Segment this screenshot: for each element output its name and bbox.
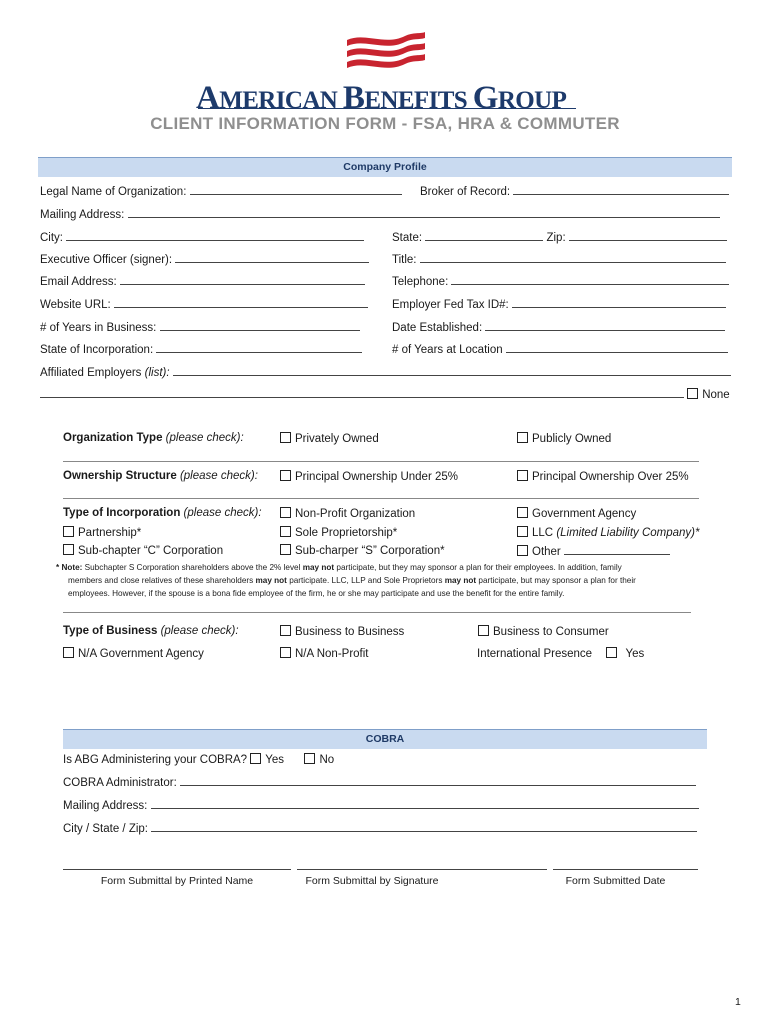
legal-name-row: [40, 184, 402, 198]
intl-yes-checkbox[interactable]: [606, 647, 617, 658]
cobra-admin-row: [63, 775, 696, 789]
intl-presence-row: [477, 647, 644, 660]
date-caption: Form Submitted Date: [565, 875, 666, 887]
cobra-city-label: City / State / Zip:: [63, 823, 148, 835]
other-option[interactable]: Other: [517, 544, 670, 558]
na-gov-option[interactable]: N/A Government Agency: [63, 647, 204, 660]
cobra-header: COBRA: [63, 729, 707, 749]
publicly-owned-option[interactable]: Publicly Owned: [517, 432, 611, 445]
cobra-admin-label: COBRA Administrator:: [63, 777, 177, 789]
affiliated-row: [40, 365, 731, 379]
telephone-label: Telephone:: [392, 276, 449, 288]
sole-prop-option[interactable]: Sole Proprietorship*: [280, 526, 397, 539]
partnership-option[interactable]: Partnership*: [63, 526, 141, 539]
gov-agency-checkbox[interactable]: [517, 507, 528, 518]
state-zip-row: [392, 230, 727, 244]
tax-id-label: Employer Fed Tax ID#:: [392, 299, 509, 311]
affiliated-row-2: [40, 387, 730, 401]
broker-row: [420, 184, 729, 198]
under-25-checkbox[interactable]: [280, 470, 291, 481]
publicly-owned-checkbox[interactable]: [517, 432, 528, 443]
city-label: City:: [40, 232, 63, 244]
other-checkbox[interactable]: [517, 545, 528, 556]
state-inc-label: State of Incorporation:: [40, 344, 154, 356]
website-label: Website URL:: [40, 299, 111, 311]
other-field[interactable]: [564, 544, 670, 555]
city-field[interactable]: [66, 230, 364, 241]
b2b-option[interactable]: Business to Business: [280, 625, 404, 638]
sub-s-option[interactable]: Sub-charper “S” Corporation*: [280, 544, 445, 557]
date-established-field[interactable]: [485, 320, 725, 331]
legal-name-field[interactable]: [190, 184, 402, 195]
cobra-mailing-row: [63, 798, 699, 812]
non-profit-checkbox[interactable]: [280, 507, 291, 518]
sub-c-checkbox[interactable]: [63, 544, 74, 555]
signature-caption: Form Submittal by Signature: [305, 875, 439, 887]
b2c-option[interactable]: Business to Consumer: [478, 625, 609, 638]
date-established-label: Date Established:: [392, 322, 483, 334]
officer-label: Executive Officer (signer):: [40, 254, 173, 266]
mailing-row: [40, 207, 720, 221]
email-label: Email Address:: [40, 276, 117, 288]
sub-s-checkbox[interactable]: [280, 544, 291, 555]
tax-id-row: [392, 297, 726, 311]
form-title: CLIENT INFORMATION FORM - FSA, HRA & COMMUTER: [150, 114, 620, 133]
b2c-checkbox[interactable]: [478, 625, 489, 636]
date-line[interactable]: [553, 869, 698, 870]
city-row: [40, 230, 364, 244]
over-25-checkbox[interactable]: [517, 470, 528, 481]
tax-id-field[interactable]: [512, 297, 726, 308]
divider: [63, 498, 699, 499]
abg-wordmark: AMERICAN BENEFITS GROUP: [196, 80, 567, 116]
na-nonprofit-option[interactable]: N/A Non-Profit: [280, 647, 369, 660]
printed-name-line[interactable]: [63, 869, 291, 870]
affiliated-label: Affiliated Employers: [40, 367, 142, 379]
date-established-row: [392, 320, 725, 334]
incorporation-label: Type of Incorporation (please check):: [63, 507, 262, 519]
broker-field[interactable]: [513, 184, 729, 195]
divider: [63, 461, 699, 462]
title-row: [392, 252, 726, 266]
subchapter-note: * Note: Subchapter S Corporation shareholders above the 2% level may not participate, but they may sponsor a plan for their employees. In addition, family members and close relatives of these shareholders may not participate. LLC, LLP and Sole Proprietors may not participate, but may sponsor a plan for their employees. However, if the spouse is a bona fide employee of the firm, he or she may participate and use the benefit for the entire family.: [56, 563, 636, 598]
cobra-mailing-label: Mailing Address:: [63, 800, 148, 812]
page-number: 1: [735, 996, 741, 1008]
years-location-label: # of Years at Location: [392, 344, 503, 356]
title-label: Title:: [392, 254, 417, 266]
website-row: [40, 297, 368, 311]
business-type-label: Type of Business (please check):: [63, 625, 239, 637]
abg-flag-logo-icon: [345, 32, 427, 78]
llc-option[interactable]: LLC (Limited Liability Company)*: [517, 526, 699, 539]
telephone-row: [392, 274, 729, 288]
partnership-checkbox[interactable]: [63, 526, 74, 537]
cobra-no-checkbox[interactable]: [304, 753, 315, 764]
divider: [63, 612, 691, 613]
b2b-checkbox[interactable]: [280, 625, 291, 636]
affiliated-field-2[interactable]: [40, 387, 684, 398]
title-field[interactable]: [420, 252, 726, 263]
none-label: None: [702, 389, 730, 401]
email-field[interactable]: [120, 274, 365, 285]
na-gov-checkbox[interactable]: [63, 647, 74, 658]
org-type-label: Organization Type (please check):: [63, 432, 244, 444]
years-business-row: [40, 320, 360, 334]
years-location-row: [392, 342, 728, 356]
cobra-yes-label: Yes: [265, 754, 285, 766]
under-25-option[interactable]: Principal Ownership Under 25%: [280, 470, 458, 483]
officer-field[interactable]: [175, 252, 369, 263]
company-profile-header: Company Profile: [38, 157, 732, 177]
state-label: State:: [392, 232, 423, 244]
signature-line[interactable]: [297, 869, 547, 870]
mailing-label: Mailing Address:: [40, 209, 125, 221]
cobra-admin-field[interactable]: [180, 775, 696, 786]
none-checkbox[interactable]: [687, 388, 698, 399]
cobra-mailing-field[interactable]: [151, 798, 699, 809]
printed-name-caption: Form Submittal by Printed Name: [100, 875, 254, 887]
zip-field[interactable]: [569, 230, 727, 241]
cobra-city-field[interactable]: [151, 821, 697, 832]
cobra-city-row: [63, 821, 697, 835]
legal-name-label: Legal Name of Organization:: [40, 186, 187, 198]
over-25-option[interactable]: Principal Ownership Over 25%: [517, 470, 689, 483]
intl-yes-label: Yes: [625, 648, 645, 660]
state-inc-row: [40, 342, 362, 356]
years-business-label: # of Years in Business:: [40, 322, 157, 334]
zip-label: Zip:: [546, 232, 566, 244]
years-location-field[interactable]: [506, 342, 728, 353]
intl-presence-label: International Presence: [477, 648, 593, 660]
privately-owned-checkbox[interactable]: [280, 432, 291, 443]
llc-checkbox[interactable]: [517, 526, 528, 537]
logo-underline: [198, 108, 576, 109]
cobra-question: Is ABG Administering your COBRA?: [63, 754, 248, 766]
na-nonprofit-checkbox[interactable]: [280, 647, 291, 658]
officer-row: [40, 252, 369, 266]
state-field[interactable]: [425, 230, 543, 241]
non-profit-option[interactable]: Non-Profit Organization: [280, 507, 415, 520]
state-inc-field[interactable]: [156, 342, 362, 353]
email-row: [40, 274, 365, 288]
sole-prop-checkbox[interactable]: [280, 526, 291, 537]
telephone-field[interactable]: [451, 274, 729, 285]
broker-label: Broker of Record:: [420, 186, 511, 198]
mailing-field[interactable]: [128, 207, 720, 218]
gov-agency-option[interactable]: Government Agency: [517, 507, 636, 520]
cobra-yes-checkbox[interactable]: [250, 753, 261, 764]
years-business-field[interactable]: [160, 320, 360, 331]
affiliated-field[interactable]: [173, 365, 731, 376]
ownership-label: Ownership Structure (please check):: [63, 470, 258, 482]
privately-owned-option[interactable]: Privately Owned: [280, 432, 379, 445]
cobra-no-label: No: [319, 754, 335, 766]
affiliated-hint: (list):: [144, 367, 170, 379]
cobra-question-row: [63, 753, 334, 766]
sub-c-option[interactable]: Sub-chapter “C” Corporation: [63, 544, 223, 557]
website-field[interactable]: [114, 297, 368, 308]
